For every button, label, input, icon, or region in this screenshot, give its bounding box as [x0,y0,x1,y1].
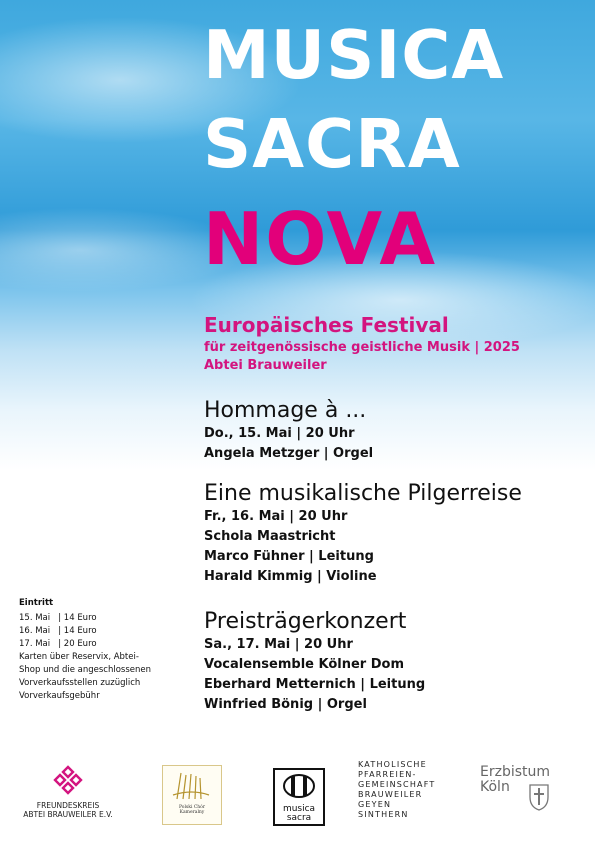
polski-chor-name: Polski Chór Kameralny [178,805,206,815]
choir-figures-icon [163,769,221,801]
kp-line: BRAUWEILER [358,790,423,799]
kp-line: SINTHERN [358,810,409,819]
title-sacra: SACRA [203,105,461,183]
ticket-info-line: Shop und die angeschlossenen [19,665,152,675]
concert-performer: Vocalensemble Kölner Dom [204,657,405,672]
concert-1 [204,398,373,466]
freundeskreis-name: FREUNDESKREIS [36,801,100,810]
concert-date: Do., 15. Mai | 20 Uhr [204,426,355,441]
ticket-info [19,597,151,703]
concert-date: Fr., 16. Mai | 20 Uhr [204,509,348,524]
freundeskreis-logo [18,765,118,819]
concert-performer: Harald Kimmig | Violine [204,569,377,584]
concert-2 [204,481,522,589]
kp-line: GEYEN [358,800,392,809]
title-nova: NOVA [203,197,438,281]
concert-performer: Angela Metzger | Orgel [204,446,374,461]
musica-sacra-emblem-icon [282,773,316,799]
ticket-info-line: Karten über Reservix, Abtei- [19,652,139,662]
ticket-heading: Eintritt [19,598,54,608]
erzbistum-word: Erzbistum [480,764,551,780]
concert-title: Eine musikalische Pilgerreise [204,481,522,506]
katholische-pfarreien-logo [358,760,435,820]
concert-title: Hommage à ... [204,398,367,423]
concert-date: Sa., 17. Mai | 20 Uhr [204,637,353,652]
musica-sacra-word-1: musica [282,804,316,814]
kp-line: PFARREIEN- [358,770,417,779]
freundeskreis-subname: ABTEI BRAUWEILER E.V. [23,810,113,819]
ticket-info-line: Vorverkaufsstellen zuzüglich [19,678,141,688]
concert-3 [204,609,425,717]
musica-sacra-word-2: sacra [286,813,312,823]
concert-performer: Marco Fühner | Leitung [204,549,374,564]
ticket-info-line: Vorverkaufsgebühr [19,691,100,701]
ornament-cross-icon [53,765,83,795]
kp-line: GEMEINSCHAFT [358,780,436,789]
polski-chor-logo [162,765,222,825]
koeln-word: Köln [480,779,510,795]
festival-description: für zeitgenössische geistliche Musik | 2025 [204,340,520,355]
concert-title: Preisträgerkonzert [204,609,407,634]
festival-venue: Abtei Brauweiler [204,358,327,373]
erzbistum-koeln-logo [480,765,570,795]
ticket-price: 17. Mai | 20 Euro [19,639,97,649]
title-musica: MUSICA [203,16,505,94]
concert-performer: Winfried Bönig | Orgel [204,697,367,712]
kp-line: KATHOLISCHE [358,760,427,769]
musica-sacra-logo [273,768,325,826]
ticket-price: 16. Mai | 14 Euro [19,626,97,636]
sponsor-logos [0,755,595,835]
ticket-price: 15. Mai | 14 Euro [19,613,97,623]
concert-performer: Schola Maastricht [204,529,336,544]
festival-heading: Europäisches Festival [204,313,449,337]
concert-performer: Eberhard Metternich | Leitung [204,677,426,692]
coat-of-arms-icon [528,783,550,811]
